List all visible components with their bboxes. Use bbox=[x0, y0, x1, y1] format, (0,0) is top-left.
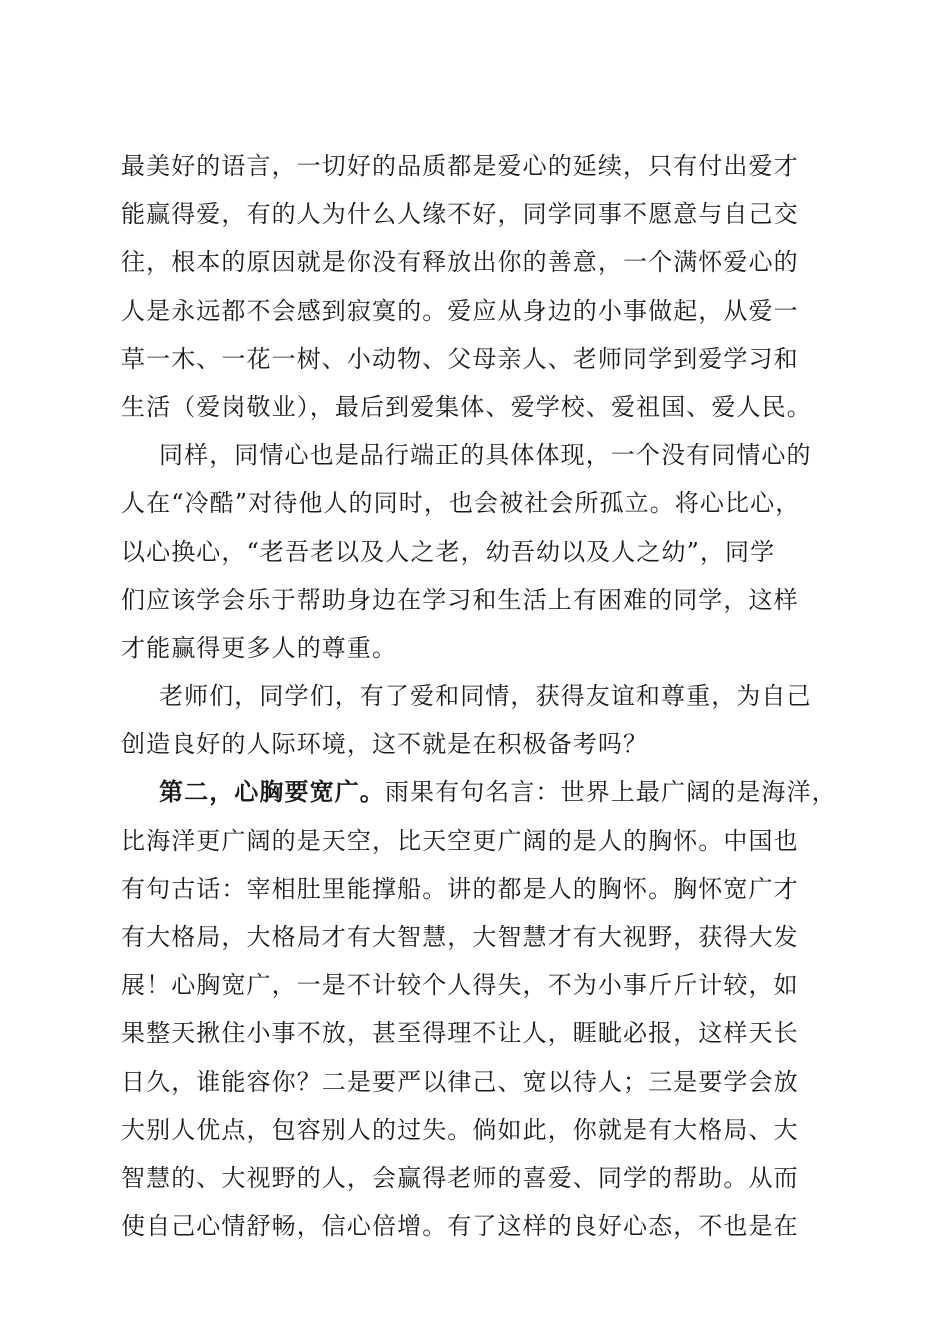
paragraph-start-line: 老师们，同学们，有了爱和同情，获得友谊和尊重，为自己 bbox=[159, 682, 812, 711]
text-line: 人在“冷酷”对待他人的同时，也会被社会所孤立。将心比心， bbox=[121, 489, 801, 518]
text-line: 使自己心情舒畅，信心倍增。有了这样的良好心态，不也是在 bbox=[121, 1212, 799, 1241]
text-line: 以心换心，“老吾老以及人之老，幼吾幼以及人之幼”，同学 bbox=[121, 537, 776, 566]
text-line: 们应该学会乐于帮助身边在学习和生活上有困难的同学，这样 bbox=[121, 585, 799, 614]
text-line: 有句古话：宰相肚里能撑船。讲的都是人的胸怀。胸怀宽广才 bbox=[121, 874, 799, 903]
text-line: 才能赢得更多人的尊重。 bbox=[121, 633, 398, 662]
document-body bbox=[121, 142, 837, 1250]
text-line: 智慧的、大视野的人，会赢得老师的喜爱、同学的帮助。从而 bbox=[121, 1163, 799, 1192]
text-line: 人是永远都不会感到寂寞的。爱应从身边的小事做起，从爱一 bbox=[121, 296, 799, 325]
text-line: 大别人优点，包容别人的过失。倘如此，你就是有大格局、大 bbox=[121, 1115, 799, 1144]
paragraph-start-line: 同样，同情心也是品行端正的具体体现，一个没有同情心的 bbox=[159, 441, 812, 470]
text-line: 创造良好的人际环境，这不就是在积极备考吗？ bbox=[121, 730, 649, 759]
text-line: 展！心胸宽广，一是不计较个人得失，不为小事斤斤计较，如 bbox=[121, 971, 799, 1000]
text-line: 有大格局，大格局才有大智慧，大智慧才有大视野，获得大发 bbox=[121, 923, 799, 951]
text-line: 生活（爱岗敬业），最后到爱集体、爱学校、爱祖国、爱人民。 bbox=[121, 392, 812, 421]
text-line: 往，根本的原因就是你没有释放出你的善意，一个满怀爱心的 bbox=[121, 248, 799, 277]
text-line: 比海洋更广阔的是天空，比天空更广阔的是人的胸怀。中国也 bbox=[121, 826, 799, 855]
text-line: 日久，谁能容你？二是要严以律己、宽以待人；三是要学会放 bbox=[121, 1067, 799, 1096]
text-line: 果整天揪住小事不放，甚至得理不让人，睚眦必报，这样天长 bbox=[121, 1019, 799, 1048]
section-heading: 第二，心胸要宽广。 bbox=[159, 777, 385, 807]
section-heading-line bbox=[121, 768, 837, 816]
text-line: 能赢得爱，有的人为什么人缘不好，同学同事不愿意与自己交 bbox=[121, 200, 799, 229]
text-line: 草一木、一花一树、小动物、父母亲人、老师同学到爱学习和 bbox=[121, 344, 799, 373]
text-line: 最美好的语言，一切好的品质都是爱心的延续，只有付出爱才 bbox=[121, 152, 799, 180]
section-heading-continuation: 雨果有句名言：世界上最广阔的是海洋， bbox=[384, 778, 837, 807]
